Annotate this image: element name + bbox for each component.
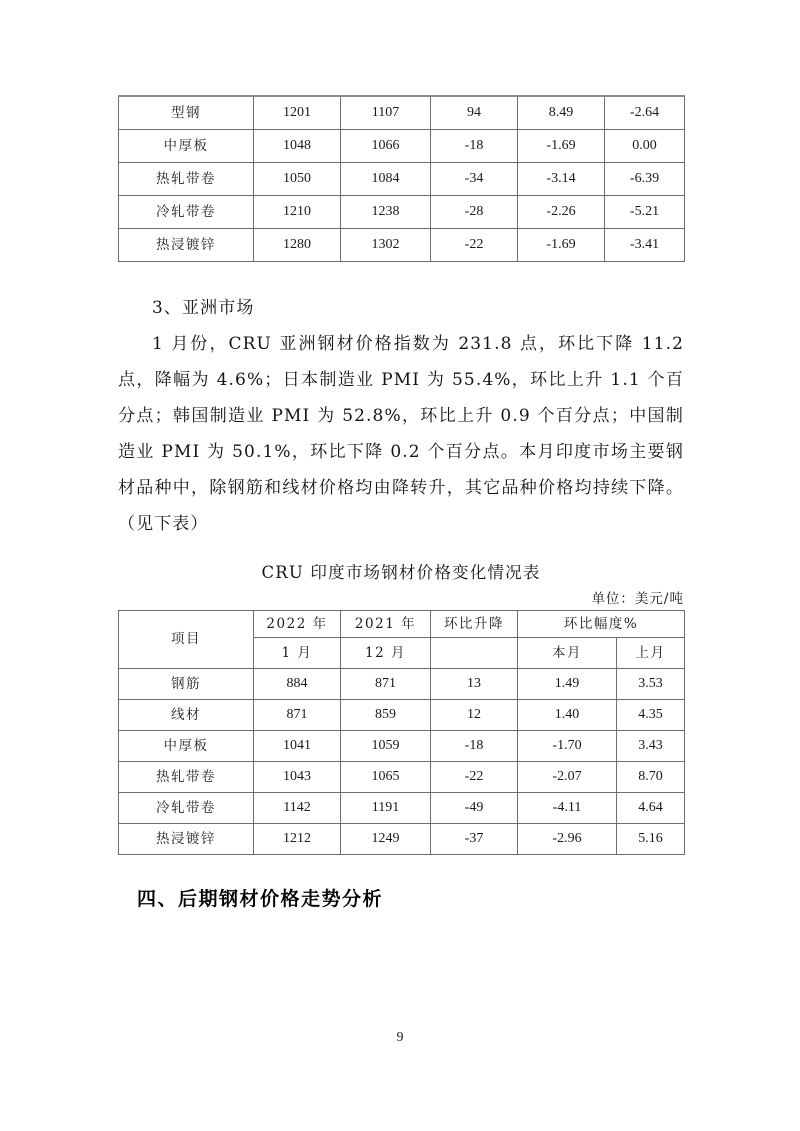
cell-pct-this-month: -2.96 <box>518 824 617 855</box>
cell-jan-2022: 1210 <box>254 196 341 229</box>
spacer-before-table-2-title <box>118 542 684 558</box>
heading-price-trend-analysis: 四、后期钢材价格走势分析 <box>137 888 384 910</box>
cell-dec-2021: 1302 <box>341 229 431 262</box>
cell-dec-2021: 1249 <box>341 824 431 855</box>
cell-pct-this-month: 1.40 <box>518 700 617 731</box>
cell-pct-last-month: 3.53 <box>617 669 685 700</box>
cell-change: 13 <box>431 669 518 700</box>
cell-jan-2022: 1048 <box>254 130 341 163</box>
table-india <box>118 610 685 855</box>
cell-change: 94 <box>431 96 518 130</box>
cell-item: 热轧带卷 <box>119 163 254 196</box>
table-row <box>119 824 685 855</box>
cell-jan-2022: 1050 <box>254 163 341 196</box>
table-row <box>119 163 685 196</box>
cell-pct-last-month: 4.64 <box>617 793 685 824</box>
cell-item: 冷轧带卷 <box>119 196 254 229</box>
spacer-after-table-2 <box>118 855 684 879</box>
cell-pct-last-month: -5.21 <box>605 196 685 229</box>
cell-jan-2022: 1043 <box>254 762 341 793</box>
cell-pct-last-month: -6.39 <box>605 163 685 196</box>
spacer-after-table-1 <box>118 262 684 290</box>
cell-pct-this-month: -1.69 <box>518 130 605 163</box>
cell-dec-2021: 1191 <box>341 793 431 824</box>
cell-dec-2021: 1059 <box>341 731 431 762</box>
table-row <box>119 196 685 229</box>
cell-pct-last-month: 4.35 <box>617 700 685 731</box>
header-pct-group: 环比幅度% <box>518 611 685 638</box>
cell-pct-this-month: -3.14 <box>518 163 605 196</box>
cell-item: 中厚板 <box>119 731 254 762</box>
table-row <box>119 700 685 731</box>
top-spacer <box>118 0 684 95</box>
header-2021-year: 2021 年 <box>341 611 431 638</box>
header-2021-month: 12 月 <box>341 638 431 669</box>
header-2022-month: 1 月 <box>254 638 341 669</box>
cell-pct-this-month: 8.49 <box>518 96 605 130</box>
cell-change: -18 <box>431 731 518 762</box>
cell-item: 中厚板 <box>119 130 254 163</box>
cell-pct-this-month: -4.11 <box>518 793 617 824</box>
section-heading-asia-market: 3、亚洲市场 <box>152 298 255 318</box>
cell-jan-2022: 1212 <box>254 824 341 855</box>
cell-dec-2021: 1238 <box>341 196 431 229</box>
table-row <box>119 762 685 793</box>
table-row <box>119 793 685 824</box>
cell-jan-2022: 1201 <box>254 96 341 130</box>
cell-dec-2021: 871 <box>341 669 431 700</box>
table-row <box>119 96 685 130</box>
cell-pct-last-month: 8.70 <box>617 762 685 793</box>
cell-item: 热浸镀锌 <box>119 824 254 855</box>
cell-change: -28 <box>431 196 518 229</box>
cell-pct-last-month: 5.16 <box>617 824 685 855</box>
header-item: 项目 <box>119 611 254 669</box>
cell-dec-2021: 859 <box>341 700 431 731</box>
header-2022-year: 2022 年 <box>254 611 341 638</box>
table-row <box>119 130 685 163</box>
cell-pct-this-month: -1.69 <box>518 229 605 262</box>
table-header-row-1 <box>119 611 685 638</box>
table-india-head <box>119 611 685 669</box>
cell-change: -49 <box>431 793 518 824</box>
table-europe-continued <box>118 95 685 262</box>
table-row <box>119 229 685 262</box>
cell-pct-this-month: 1.49 <box>518 669 617 700</box>
cell-jan-2022: 1280 <box>254 229 341 262</box>
table-row <box>119 731 685 762</box>
cell-dec-2021: 1065 <box>341 762 431 793</box>
cell-jan-2022: 1142 <box>254 793 341 824</box>
cell-change: -22 <box>431 762 518 793</box>
table-india-body <box>119 669 685 855</box>
cell-item: 热浸镀锌 <box>119 229 254 262</box>
cell-item: 型钢 <box>119 96 254 130</box>
cell-pct-this-month: -2.26 <box>518 196 605 229</box>
cell-change: 12 <box>431 700 518 731</box>
cell-pct-this-month: -2.07 <box>518 762 617 793</box>
page-number: 9 <box>396 1030 404 1045</box>
table-india-title: CRU 印度市场钢材价格变化情况表 <box>261 563 541 582</box>
header-change-spacer <box>431 638 518 669</box>
cell-pct-last-month: 0.00 <box>605 130 685 163</box>
cell-pct-this-month: -1.70 <box>518 731 617 762</box>
cell-change: -18 <box>431 130 518 163</box>
cell-pct-last-month: -2.64 <box>605 96 685 130</box>
cell-jan-2022: 871 <box>254 700 341 731</box>
table-india-unit: 单位：美元/吨 <box>591 591 684 607</box>
cell-change: -37 <box>431 824 518 855</box>
cell-dec-2021: 1066 <box>341 130 431 163</box>
cell-dec-2021: 1084 <box>341 163 431 196</box>
cell-item: 冷轧带卷 <box>119 793 254 824</box>
cell-item: 线材 <box>119 700 254 731</box>
cell-item: 钢筋 <box>119 669 254 700</box>
page-content <box>118 0 684 919</box>
cell-jan-2022: 884 <box>254 669 341 700</box>
cell-jan-2022: 1041 <box>254 731 341 762</box>
cell-pct-last-month: 3.43 <box>617 731 685 762</box>
cell-item: 热轧带卷 <box>119 762 254 793</box>
table-europe-continued-body <box>119 96 685 262</box>
cell-change: -34 <box>431 163 518 196</box>
cell-change: -22 <box>431 229 518 262</box>
cell-dec-2021: 1107 <box>341 96 431 130</box>
table-row <box>119 669 685 700</box>
cell-pct-last-month: -3.41 <box>605 229 685 262</box>
section-paragraph-asia-market: 1 月份，CRU 亚洲钢材价格指数为 231.8 点，环比下降 11.2 点，降幅为 4.6%；日本制造业 PMI 为 55.4%，环比上升 1.1 个百分点；韩国制造业 PMI 为 52.8%，环比上升 0.9 个百分点；中国制造业 PMI 为 50.1%，环比下降 0.2 个百分点。本月印度市场主要钢材品种中，除钢筋和线材价格均由降转升，其它品种价格均持续下降。（见下表） <box>118 334 684 534</box>
header-change: 环比升降 <box>431 611 518 638</box>
header-pct-last-month: 上月 <box>617 638 685 669</box>
header-pct-this-month: 本月 <box>518 638 617 669</box>
